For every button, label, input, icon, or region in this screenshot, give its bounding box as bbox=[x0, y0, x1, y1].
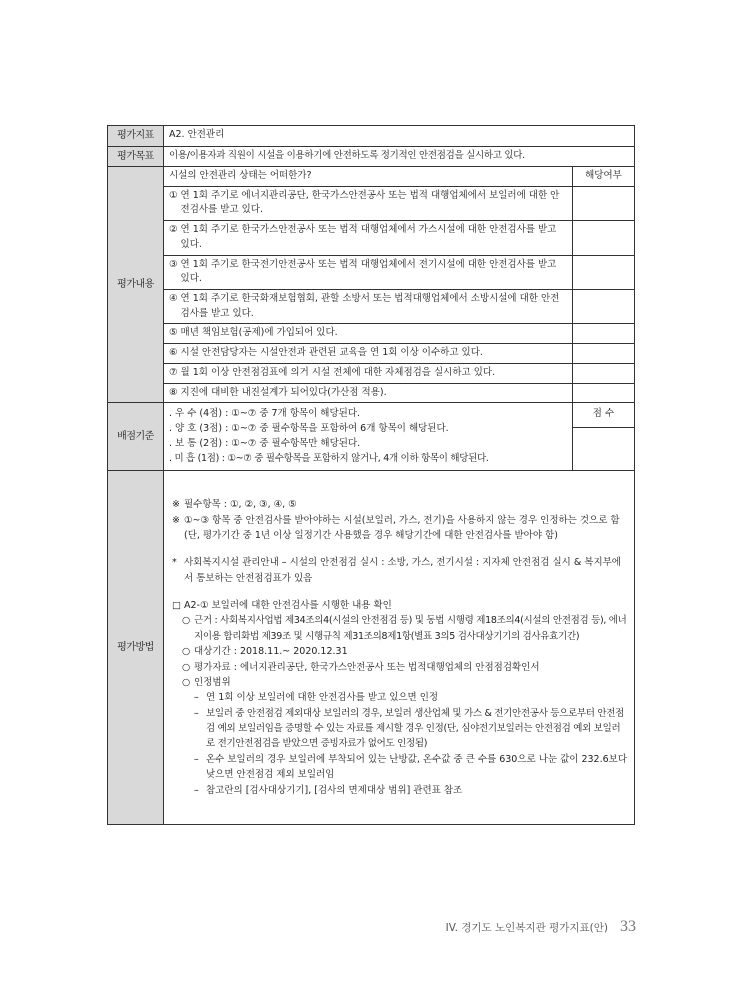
scoring-line: . 우 수 (4점) : ①~⑦ 중 7개 항목이 해당된다. bbox=[169, 408, 361, 420]
question-row bbox=[108, 167, 635, 187]
section-title: A2-① 보일러에 대한 안전검사를 시행한 내용 확인 bbox=[184, 600, 392, 612]
content-item-row bbox=[108, 383, 635, 403]
method-section: □ A2-① 보일러에 대한 안전검사를 시행한 내용 확인 ○ 근거 : 사회복지사업법 제34조의4(시설의 안전점검 등) 및 동법 시행령 제18조의4(시설의 안전점검 등), 에너지이용 합리화법 제39조 및 시행규칙 제31조의8제1항(별표 3의5 검사대상기기의 검사유효기간) ○ 대상기간 : 2018.11.~ 2020.12.31 ○ 평가자료 : 에너지관리공단, 한국가스안전공사 또는 법적대행업체의 안점점검확인서 ○ 인정범위 – 연 1회 이상 보일러에 대한 안전검사를 받고 있으면 인정 – 보일러 중 안전점검 제외대상 보일러의 경우, 보일러 생산업체 및 가스 & 전기안전공사 등으로부터 안전점검 예외 보일러임을 증명할 수 있는 자료를 제시할 경우 인정(단, 심야전기보일러는 안전점검 예외 보일러로 전기안전점검을 받았으면 증빙자료가 없어도 인정됨) – 온수 보일러의 경우 보일러에 부착되어 있는 난방값, 온수값 중 큰 수를 630으로 나눈 값이 232.6보다 낮으면 안전점검 제외 보일러임 – 참고란의 [검사대상기기], [검사의 면제대상 범위] 관련표 참조 bbox=[172, 598, 629, 798]
goal-row bbox=[108, 146, 635, 167]
applicable-check-cell[interactable] bbox=[572, 363, 634, 383]
applicable-header: 해당여부 bbox=[572, 167, 634, 187]
content-item: ① 연 1회 주기로 에너지관리공단, 한국가스안전공사 또는 법적 대행업체에서 보일러에 대한 안전검사를 받고 있다. bbox=[164, 186, 573, 220]
applicable-check-cell[interactable] bbox=[572, 186, 634, 220]
applicable-check-cell[interactable] bbox=[572, 383, 634, 403]
evaluation-table bbox=[107, 125, 635, 825]
method-label: 평가방법 bbox=[108, 471, 164, 825]
content-item: ② 연 1회 주기로 한국가스안전공사 또는 법적 대행업체에서 가스시설에 대한 안전검사를 받고 있다. bbox=[164, 221, 573, 255]
goal-label: 평가목표 bbox=[108, 146, 164, 167]
indicator-row bbox=[108, 126, 635, 147]
circle-bullet-icon: ○ bbox=[182, 661, 191, 673]
basis-text: 근거 : 사회복지사업법 제34조의4(시설의 안전점검 등) 및 동법 시행령 제18조의4(시설의 안전점검 등), 에너지이용 합리화법 제39조 및 시행규칙 제31조의8제1항(별표 3의5 검사대상기기의 검사유효기간) bbox=[194, 615, 627, 642]
content-item-row bbox=[108, 221, 635, 255]
content-item-row bbox=[108, 186, 635, 220]
scope-item: 연 1회 이상 보일러에 대한 안전검사를 받고 있으면 인정 bbox=[206, 692, 439, 704]
applicable-check-cell[interactable] bbox=[572, 344, 634, 364]
content-item: ⑧ 지진에 대비한 내진설계가 되어있다(가산점 적용). bbox=[164, 383, 573, 403]
page-footer bbox=[446, 918, 636, 936]
content-item: ④ 연 1회 주기로 한국화재보험협회, 관할 소방서 또는 법적대행업체에서 소방시설에 대한 안전검사를 받고 있다. bbox=[164, 290, 573, 324]
scope-item: 보일러 중 안전점검 제외대상 보일러의 경우, 보일러 생산업체 및 가스 & 전기안전공사 등으로부터 안전점검 예외 보일러임을 증명할 수 있는 자료를 제시할 경우 인정(단, 심야전기보일러는 안전점검 예외 보일러로 전기안전점검을 받았으면 증빙자료가 없어도 인정됨) bbox=[206, 707, 625, 750]
content-item: ⑥ 시설 안전담당자는 시설안전과 관련된 교육을 연 1회 이상 이수하고 있다. bbox=[164, 344, 573, 364]
indicator-value: A2. 안전관리 bbox=[164, 126, 635, 147]
content-item: ⑦ 월 1회 이상 안전점검표에 의거 시설 전체에 대한 자체점검을 실시하고 있다. bbox=[164, 363, 573, 383]
circle-bullet-icon: ○ bbox=[182, 676, 191, 688]
scoring-line: . 보 통 (2점) : ①~⑦ 중 필수항목만 해당된다. bbox=[169, 437, 361, 449]
applicable-check-cell[interactable] bbox=[572, 324, 634, 344]
scope-title: 인정범위 bbox=[194, 676, 231, 688]
content-item-row bbox=[108, 363, 635, 383]
score-header: 점 수 bbox=[573, 403, 634, 428]
circle-bullet-icon: ○ bbox=[182, 646, 191, 658]
content-item: ③ 연 1회 주기로 한국전기안전공사 또는 법적 대행업체에서 전기시설에 대한 안전검사를 받고 있다. bbox=[164, 255, 573, 289]
applicable-check-cell[interactable] bbox=[572, 221, 634, 255]
exception-note: ①~③ 항목 중 안전검사를 받아야하는 시설(보일러, 가스, 전기)을 사용하지 않는 경우 인정하는 것으로 함(단, 평가기간 중 1년 이상 일정기간 사용했을 경우 해당기간에 대한 안전검사를 받아야 함) bbox=[184, 514, 620, 541]
scope-item: 온수 보일러의 경우 보일러에 부착되어 있는 난방값, 온수값 중 큰 수를 630으로 나눈 값이 232.6보다 낮으면 안전점검 제외 보일러임 bbox=[206, 753, 627, 781]
method-row bbox=[108, 471, 635, 825]
scope-item: 참고란의 [검사대상기기], [검사의 면제대상 범위] 관련표 참조 bbox=[206, 784, 463, 796]
method-notes: ※ 필수항목 : ①, ②, ③, ④, ⑤ ※ ①~③ 항목 중 안전검사를 받아야하는 시설(보일러, 가스, 전기)을 사용하지 않는 경우 인정하는 것으로 함(단, 평가기간 중 1년 이상 일정기간 사용했을 경우 해당기간에 대한 안전검사를 받아야 함) bbox=[172, 497, 629, 543]
required-items: 필수항목 : ①, ②, ③, ④, ⑤ bbox=[184, 499, 297, 511]
scoring-line: . 양 호 (3점) : ①~⑦ 중 필수항목을 포함하여 6개 항목이 해당된다. bbox=[169, 423, 449, 435]
content-item: ⑤ 매년 책임보험(공제)에 가입되어 있다. bbox=[164, 324, 573, 344]
period-text: 대상기간 : 2018.11.~ 2020.12.31 bbox=[194, 646, 348, 658]
goal-value: 이용/이용자과 직원이 시설을 이용하기에 안전하도록 정기적인 안전점검을 실시하고 있다. bbox=[164, 146, 635, 167]
circle-bullet-icon: ○ bbox=[182, 615, 191, 627]
indicator-label: 평가지표 bbox=[108, 126, 164, 147]
score-cell[interactable] bbox=[572, 403, 634, 471]
checkbox-icon: □ bbox=[172, 600, 181, 612]
applicable-check-cell[interactable] bbox=[572, 290, 634, 324]
scoring-line: . 미 흡 (1점) : ①~⑦ 중 필수항목을 포함하지 않거나, 4개 이하 항목이 해당된다. bbox=[169, 452, 489, 464]
method-content bbox=[164, 471, 635, 825]
materials-text: 평가자료 : 에너지관리공단, 한국가스안전공사 또는 법적대행업체의 안점점검확인서 bbox=[194, 661, 540, 673]
content-label: 평가내용 bbox=[108, 167, 164, 403]
scoring-row bbox=[108, 403, 635, 471]
content-item-row bbox=[108, 255, 635, 289]
question-text: 시설의 안전관리 상태는 어떠한가? bbox=[164, 167, 573, 187]
content-item-row bbox=[108, 324, 635, 344]
page-number: 33 bbox=[620, 918, 636, 935]
reference-note: * 사회복지시설 관리안내 – 시설의 안전점검 실시 : 소방, 가스, 전기시설 : 지자체 안전점검 실시 & 복지부에서 통보하는 안전점검표가 있음 bbox=[172, 557, 621, 584]
scoring-label: 배점기준 bbox=[108, 403, 164, 471]
footer-title: IV. 경기도 노인복지관 평가지표(안) bbox=[445, 922, 608, 934]
scoring-criteria bbox=[164, 403, 573, 471]
applicable-check-cell[interactable] bbox=[572, 255, 634, 289]
content-item-row bbox=[108, 290, 635, 324]
content-item-row bbox=[108, 344, 635, 364]
